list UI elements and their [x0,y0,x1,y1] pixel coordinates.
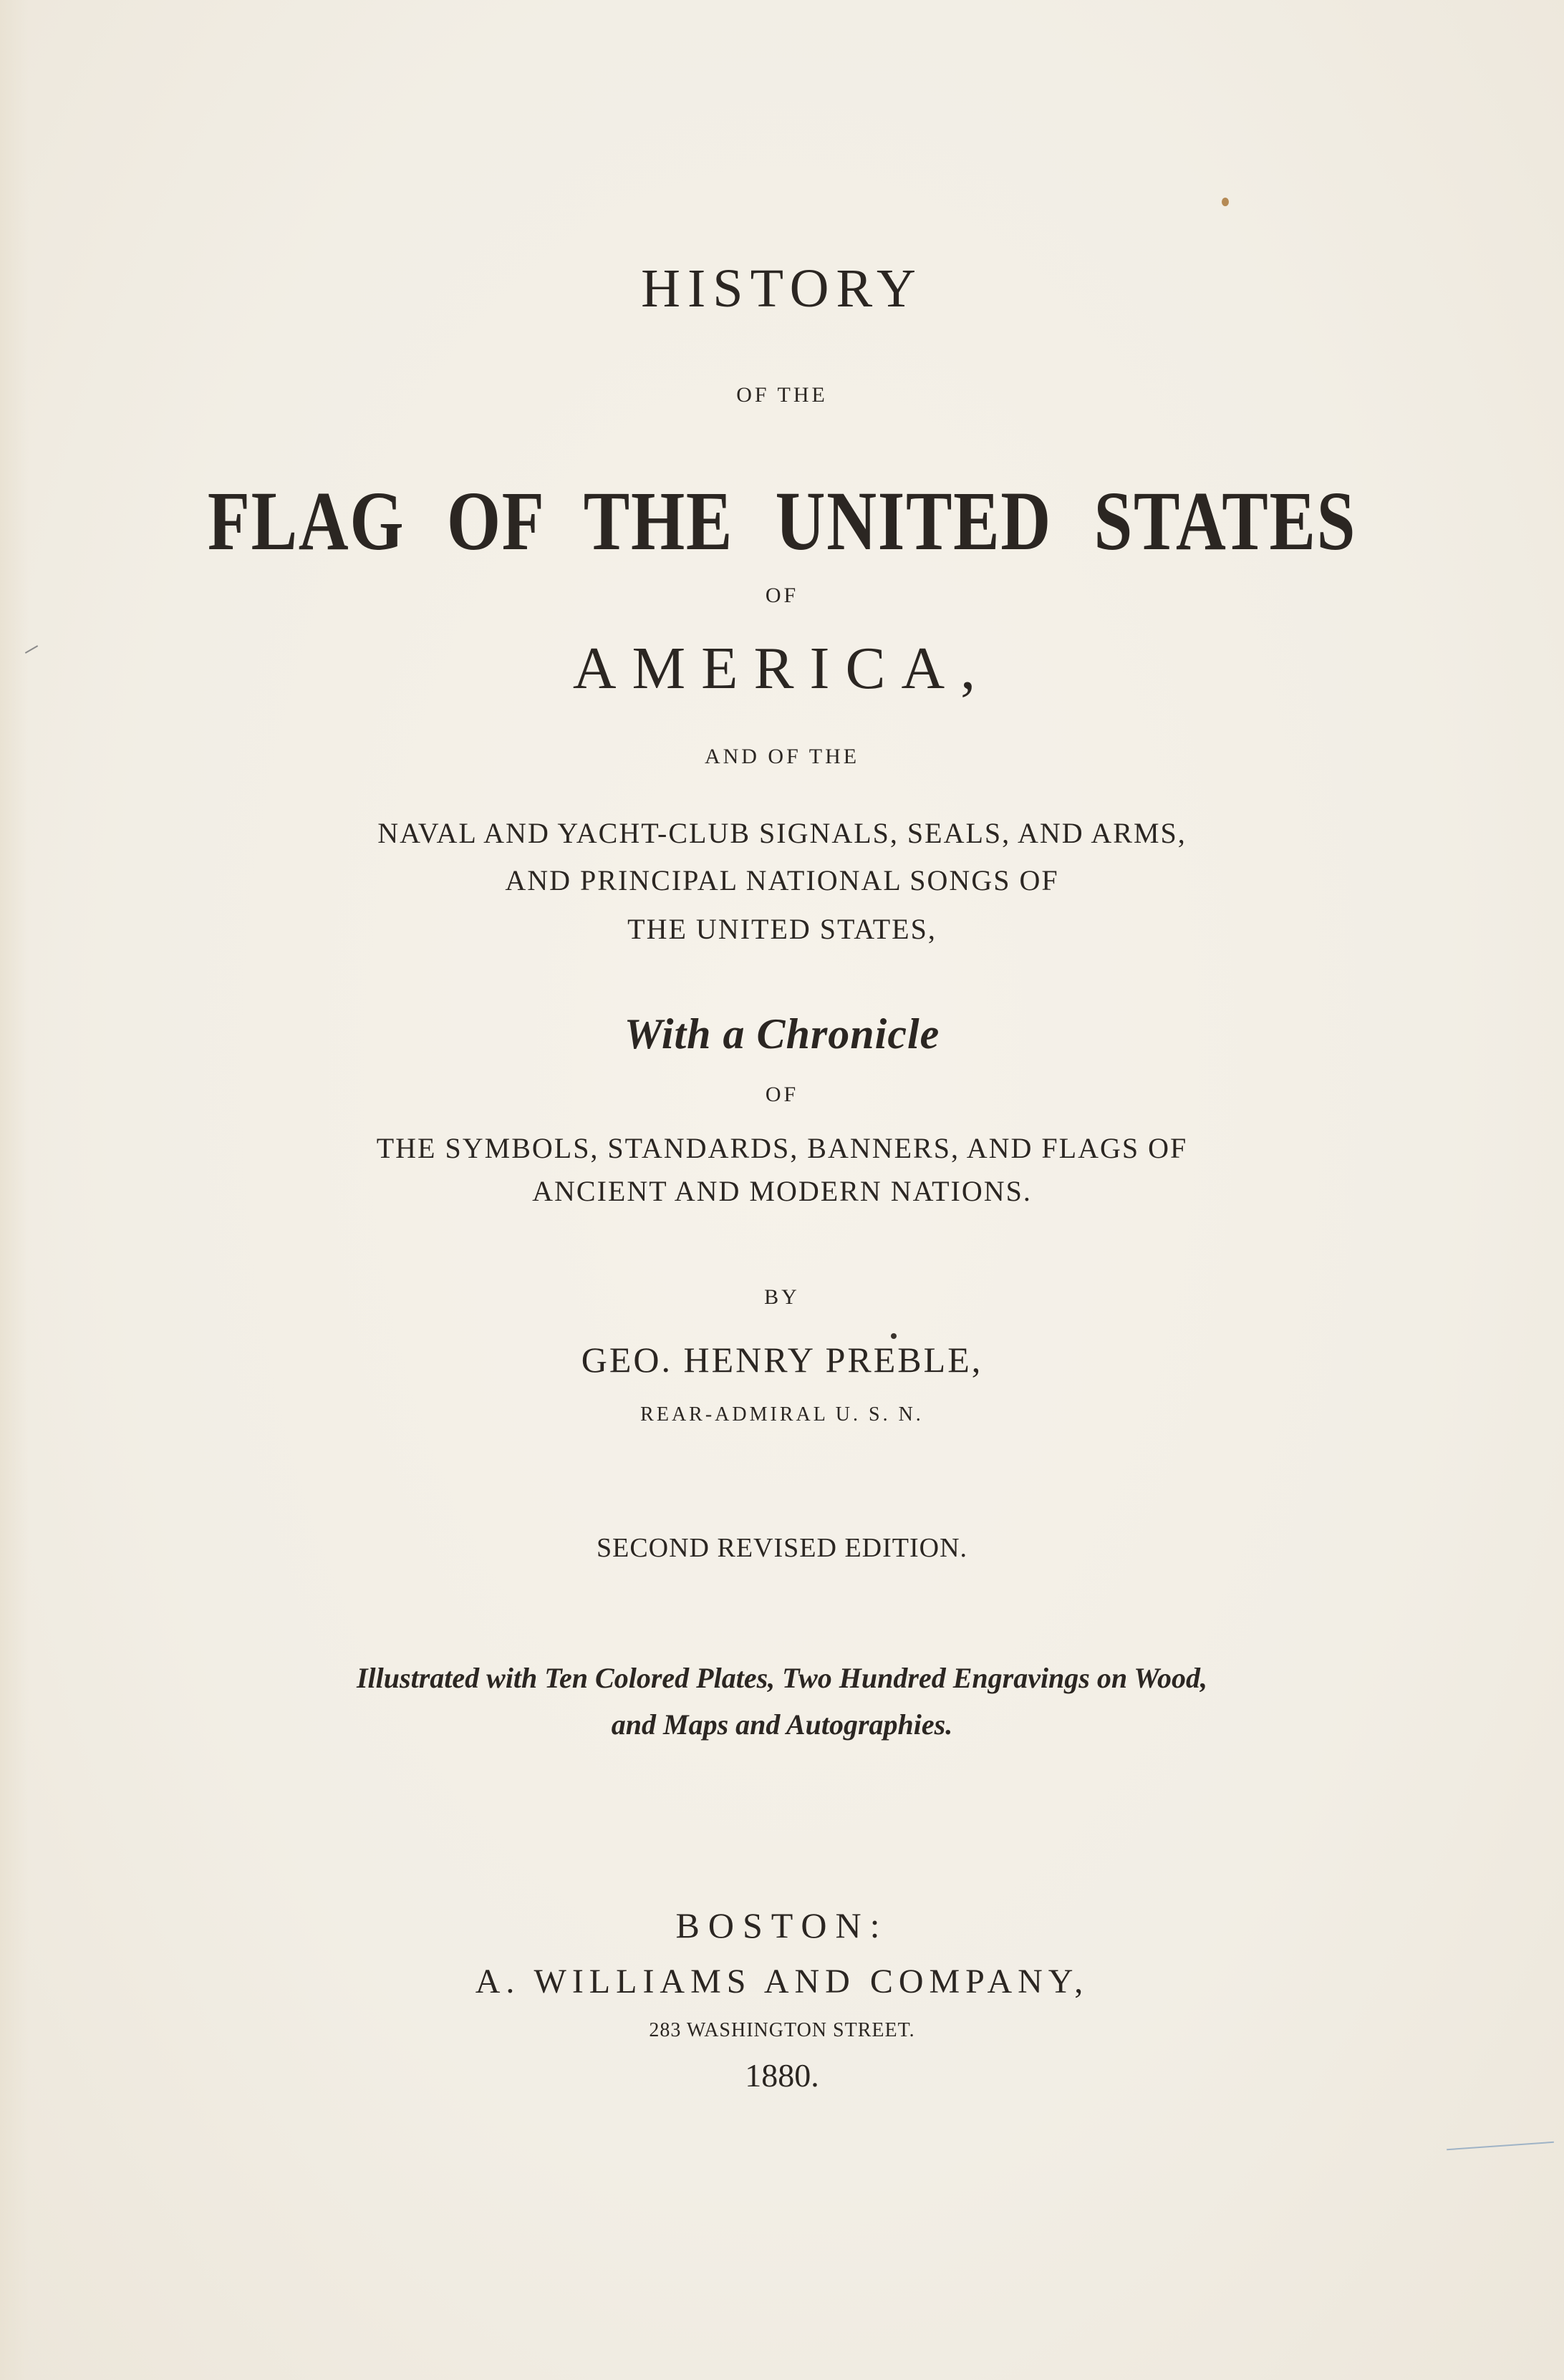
subtitle-principal: AND PRINCIPAL NATIONAL SONGS OF [505,864,1059,896]
title-of-the: OF THE [736,383,828,407]
paper-speck [891,1333,897,1339]
pencil-mark [1447,2142,1554,2150]
title-history: HISTORY [641,258,923,319]
subtitle-ancient: ANCIENT AND MODERN NATIONS. [532,1175,1032,1207]
imprint-city: BOSTON: [675,1905,889,1945]
illustration-note-line-1: Illustrated with Ten Colored Plates, Two Hundred Engravings on Wood, [356,1662,1207,1694]
byline-by: BY [764,1285,800,1309]
imprint-address: 283 WASHINGTON STREET. [649,2019,915,2041]
subtitle-naval: NAVAL AND YACHT-CLUB SIGNALS, SEALS, AND ARMS, [377,817,1187,849]
subtitle-chronicle: With a Chronicle [624,1010,940,1058]
imprint-year: 1880. [745,2057,819,2094]
illustration-note-line-2: and Maps and Autographies. [611,1708,953,1741]
title-of: OF [765,584,799,607]
imprint-publisher: A. WILLIAMS AND COMPANY, [475,1963,1089,2001]
author-rank: REAR-ADMIRAL U. S. N. [640,1403,924,1426]
subtitle-and-of-the: AND OF THE [704,745,860,768]
main-title: FLAG OF THE UNITED STATES [207,474,1357,568]
subtitle-united-states: THE UNITED STATES, [627,913,937,945]
subtitle-of: OF [765,1083,799,1106]
author-name: GEO. HENRY PREBLE, [581,1340,983,1380]
edition-statement: SECOND REVISED EDITION. [596,1533,968,1563]
title-america: AMERICA, [572,635,992,702]
subtitle-symbols: THE SYMBOLS, STANDARDS, BANNERS, AND FLAGS OF [376,1132,1188,1164]
paper-speck [1222,198,1229,206]
